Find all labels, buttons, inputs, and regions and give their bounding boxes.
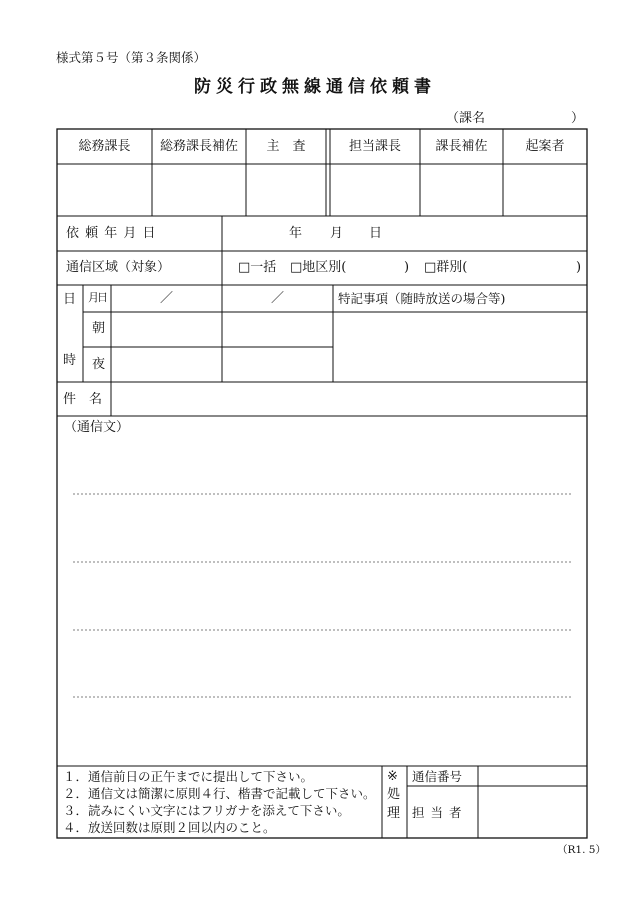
time-night-2[interactable]: [223, 348, 332, 381]
special-notes-field[interactable]: [334, 313, 586, 381]
approval-header-general-affairs-deputy: 総務課長補佐: [159, 139, 238, 154]
form-number: 様式第５号（第３条関係）: [56, 50, 207, 65]
comm-number-label: 通信番号: [412, 769, 463, 784]
area-option-district-close: ): [404, 260, 410, 275]
section-name-open: （課名: [446, 111, 486, 126]
person-in-charge-field[interactable]: [479, 787, 586, 837]
approval-header-inspector: 主 査: [266, 139, 306, 154]
day-label: 日: [369, 226, 383, 241]
row-label-night: 夜: [92, 357, 106, 372]
month-label: 月: [330, 226, 344, 241]
seal-box-drafter[interactable]: [504, 165, 586, 215]
revision-label: （R1. 5）: [557, 844, 606, 856]
approval-header-drafter: 起案者: [525, 139, 565, 154]
schedule-side-label-date: 日: [63, 292, 77, 307]
seal-box-general-affairs-deputy[interactable]: [153, 165, 245, 215]
request-date-label: 依 頼 年 月 日: [66, 226, 157, 241]
comm-number-field[interactable]: [479, 767, 586, 785]
note-item: １．通信前日の正午までに提出して下さい。: [63, 769, 314, 784]
time-morning-1[interactable]: [112, 313, 221, 346]
time-morning-2[interactable]: [223, 313, 332, 346]
time-night-1[interactable]: [112, 348, 221, 381]
subject-label: 件 名: [63, 392, 103, 407]
section-name-close: ）: [571, 111, 585, 126]
area-option-all[interactable]: □一括: [238, 260, 277, 275]
note-item: ４．放送回数は原則２回以内のこと。: [63, 820, 276, 835]
approval-header-section-chief: 担当課長: [348, 139, 401, 154]
seal-box-section-chief[interactable]: [331, 165, 419, 215]
schedule-side-label-time: 時: [63, 353, 77, 368]
form-title: 防災行政無線通信依頼書: [194, 77, 436, 97]
area-option-district[interactable]: □地区別(: [290, 260, 347, 275]
approval-header-deputy-chief: 課長補佐: [435, 139, 488, 154]
date-slash-2[interactable]: ／: [270, 291, 284, 306]
processing-label-2: 理: [387, 806, 401, 821]
area-label: 通信区域（対象）: [66, 260, 171, 275]
seal-box-deputy-chief[interactable]: [421, 165, 502, 215]
processing-label-1: 処: [387, 787, 401, 802]
note-item: ２．通信文は簡潔に原則４行、楷書で記載して下さい。: [63, 786, 376, 801]
processing-mark: ※: [387, 769, 398, 784]
approval-header-general-affairs-chief: 総務課長: [78, 139, 131, 154]
area-option-group-close: ): [576, 260, 582, 275]
message-label: （通信文）: [64, 420, 130, 435]
special-notes-label: 特記事項（随時放送の場合等): [338, 291, 506, 306]
area-option-group[interactable]: □群別(: [424, 260, 468, 275]
date-slash-1[interactable]: ／: [159, 291, 173, 306]
note-item: ３．読みにくい文字にはフリガナを添えて下さい。: [63, 803, 350, 818]
request-date-field[interactable]: [223, 217, 586, 250]
seal-box-general-affairs-chief[interactable]: [58, 165, 151, 215]
seal-box-inspector[interactable]: [247, 165, 325, 215]
row-label-date: 月日: [88, 291, 106, 304]
year-label: 年: [289, 226, 303, 241]
row-label-morning: 朝: [92, 321, 106, 336]
person-in-charge-label: 担 当 者: [412, 805, 463, 820]
